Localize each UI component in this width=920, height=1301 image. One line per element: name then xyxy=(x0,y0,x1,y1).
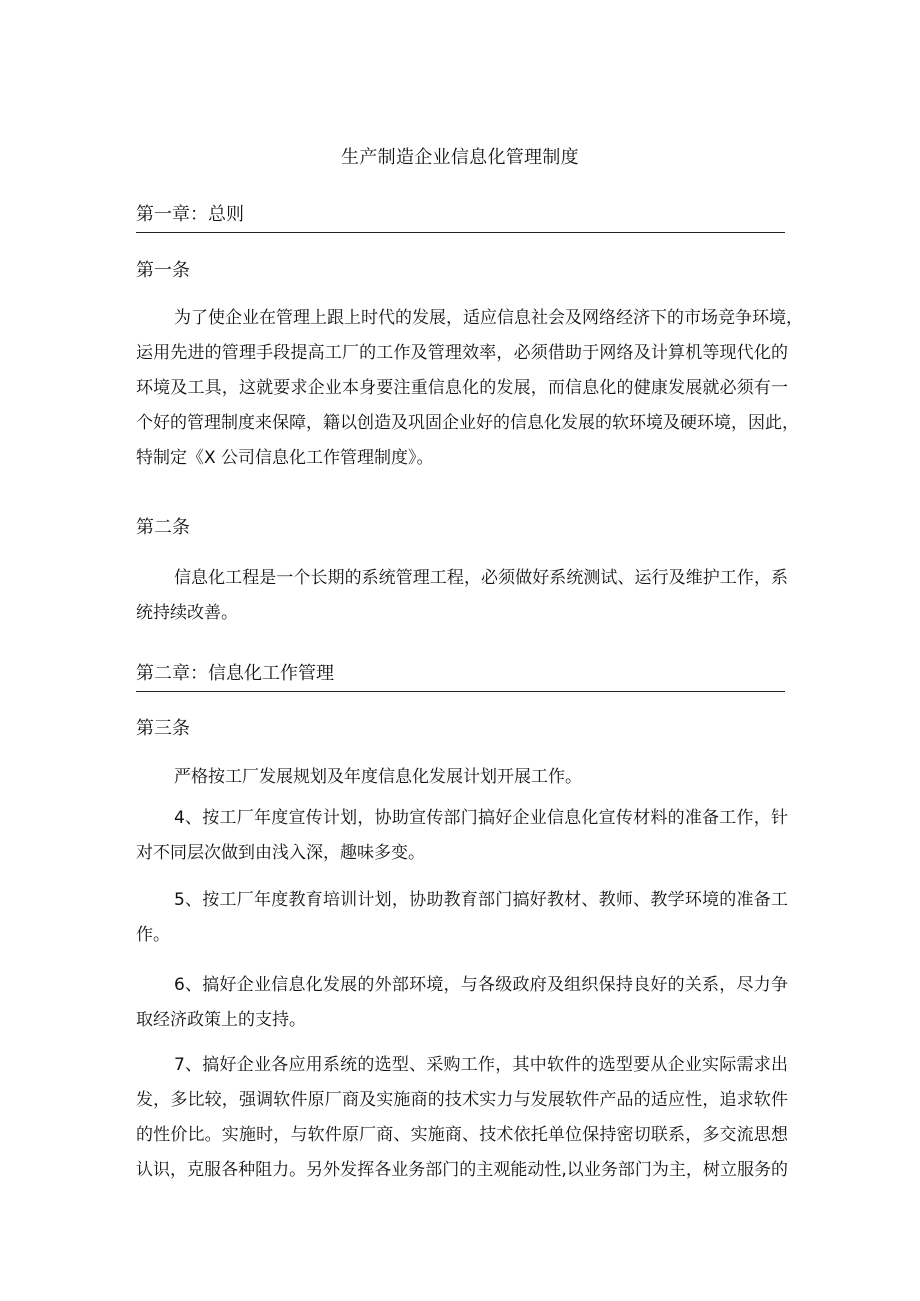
article-1-label: 第一条 xyxy=(136,260,190,281)
article-1-paragraph xyxy=(136,301,803,476)
article-3-item-7 xyxy=(136,1048,788,1188)
chapter-1-heading: 第一章：总则 xyxy=(136,203,785,233)
paragraph-line: 发，多比较，强调软件原厂商及实施商的技术实力与发展软件产品的适应性，追求软件 xyxy=(136,1090,788,1110)
article-3-item-6 xyxy=(136,968,788,1038)
paragraph-line: 取经济政策上的支持。 xyxy=(136,1010,306,1030)
document-title: 生产制造企业信息化管理制度 xyxy=(341,147,579,168)
paragraph-line: 对不同层次做到由浅入深，趣味多变。 xyxy=(136,843,425,863)
paragraph-line: 4、按工厂年度宣传计划，协助宣传部门搞好企业信息化宣传材料的准备工作，针 xyxy=(174,808,788,828)
article-2-label: 第二条 xyxy=(136,517,190,538)
chapter-2-heading: 第二章：信息化工作管理 xyxy=(136,662,785,692)
paragraph-line: 的性价比。实施时，与软件原厂商、实施商、技术依托单位保持密切联系，多交流思想 xyxy=(136,1125,788,1145)
paragraph-line: 作。 xyxy=(136,925,170,945)
paragraph-line: 信息化工程是一个长期的系统管理工程，必须做好系统测试、运行及维护工作，系 xyxy=(174,568,788,588)
article-2-paragraph xyxy=(136,561,788,631)
article-3-item-5 xyxy=(136,883,788,953)
paragraph-line: 运用先进的管理手段提高工厂的工作及管理效率，必须借助于网络及计算机等现代化的 xyxy=(136,343,788,363)
paragraph-line: 统持续改善。 xyxy=(136,603,238,623)
paragraph-line: 5、按工厂年度教育培训计划，协助教育部门搞好教材、教师、教学环境的准备工 xyxy=(174,890,788,910)
paragraph-line: 为了使企业在管理上跟上时代的发展，适应信息社会及网络经济下的市场竞争环境， xyxy=(174,308,803,328)
paragraph-line: 认识，克服各种阻力。另外发挥各业务部门的主观能动性,以业务部门为主，树立服务的 xyxy=(136,1160,788,1180)
paragraph-line: 严格按工厂发展规划及年度信息化发展计划开展工作。 xyxy=(174,767,582,787)
paragraph-line: 7、搞好企业各应用系统的选型、采购工作，其中软件的选型要从企业实际需求出 xyxy=(174,1055,788,1075)
paragraph-line: 特制定《X 公司信息化工作管理制度》。 xyxy=(136,448,434,468)
article-3-item-4 xyxy=(136,801,788,871)
paragraph-line: 个好的管理制度来保障，籍以创造及巩固企业好的信息化发展的软环境及硬环境，因此， xyxy=(136,413,799,433)
article-3-label: 第三条 xyxy=(136,718,190,739)
paragraph-line: 环境及工具，这就要求企业本身要注重信息化的发展，而信息化的健康发展就必须有一 xyxy=(136,378,788,398)
article-3-intro xyxy=(136,760,788,795)
paragraph-line: 6、搞好企业信息化发展的外部环境，与各级政府及组织保持良好的关系，尽力争 xyxy=(174,975,788,995)
